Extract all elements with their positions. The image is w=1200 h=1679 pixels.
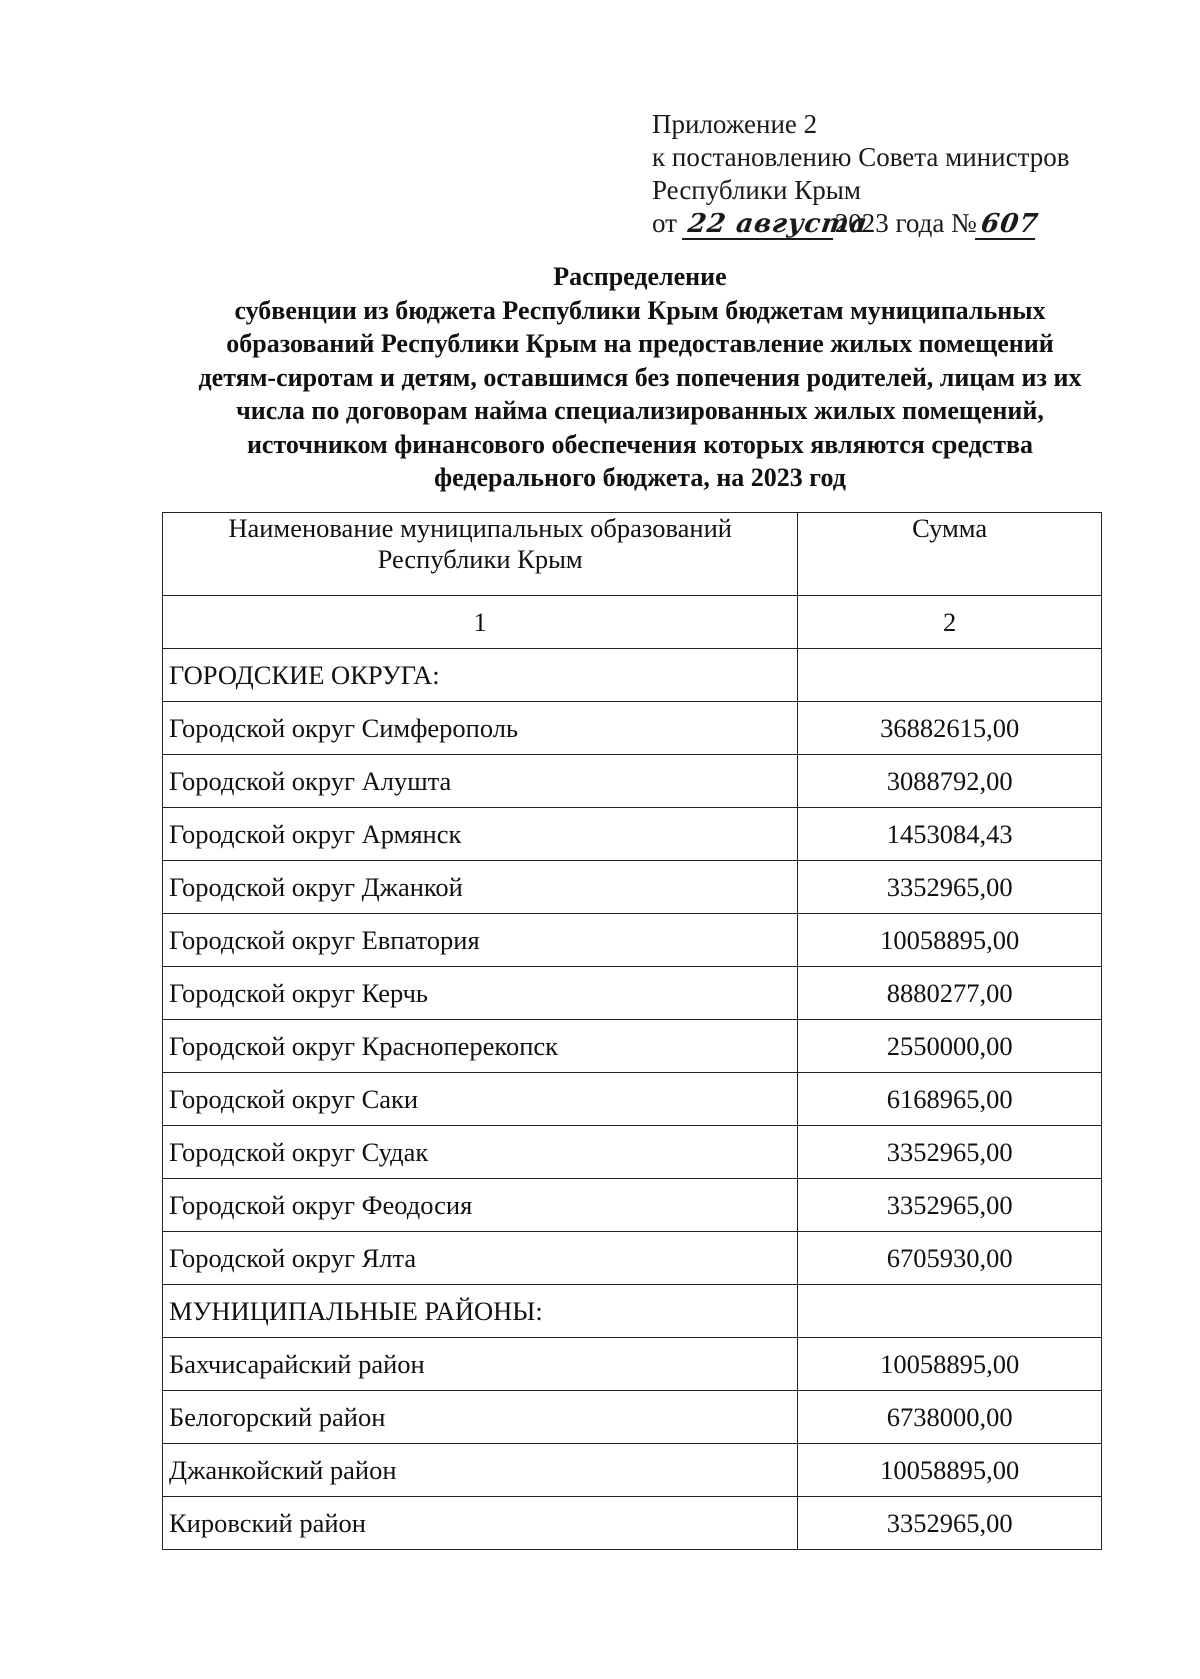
appendix-republic: Республики Крым [652,175,861,205]
row-name: Городской округ Евпатория [163,914,798,967]
table-row [163,1497,1102,1550]
distribution-table [162,512,1102,1550]
row-name: Городской округ Армянск [163,808,798,861]
row-amount: 6738000,00 [798,1391,1102,1444]
column-number-row [163,596,1102,649]
row-amount: 10058895,00 [798,1338,1102,1391]
row-amount: 3352965,00 [798,1497,1102,1550]
header-name: Наименование муниципальных образований Республики Крым [163,513,798,596]
row-name: Городской округ Саки [163,1073,798,1126]
row-name: Городской округ Симферополь [163,702,798,755]
column-number: 2 [798,596,1102,649]
title-line: федерального бюджета, на 2023 год [434,463,846,492]
row-name: Бахчисарайский район [163,1338,798,1391]
row-amount: 10058895,00 [798,914,1102,967]
handwritten-number: 607 [975,210,1039,240]
row-amount: 6168965,00 [798,1073,1102,1126]
title-line: детям-сиротам и детям, оставшимся без попечения родителей, лицам из их [198,362,1082,392]
row-name: Городской округ Судак [163,1126,798,1179]
row-name: Джанкойский район [163,1444,798,1497]
row-name: Городской округ Красноперекопск [163,1020,798,1073]
table-row [163,702,1102,755]
row-amount: 8880277,00 [798,967,1102,1020]
row-amount: 1453084,43 [798,808,1102,861]
row-amount: 3352965,00 [798,1126,1102,1179]
table-row [163,967,1102,1020]
handwritten-date: 22 августа [682,210,837,240]
header-amount: Сумма [798,513,1102,596]
row-amount: 10058895,00 [798,1444,1102,1497]
table-row [163,755,1102,808]
table-row [163,1338,1102,1391]
section-row [163,649,1102,702]
title-line: субвенции из бюджета Республики Крым бюджетам муниципальных [234,295,1046,325]
table-row [163,1073,1102,1126]
table-header-row [163,513,1102,596]
row-name: Городской округ Ялта [163,1232,798,1285]
row-amount: 3352965,00 [798,861,1102,914]
row-amount: 6705930,00 [798,1232,1102,1285]
row-amount: 3352965,00 [798,1179,1102,1232]
appendix-number: Приложение 2 [652,109,818,139]
row-name: Белогорский район [163,1391,798,1444]
table-row [163,1179,1102,1232]
appendix-date-line [652,207,1069,240]
table-row [163,1020,1102,1073]
table-row [163,1232,1102,1285]
appendix-block [652,108,1069,240]
row-amount: 36882615,00 [798,702,1102,755]
title-heading: Распределение [553,262,727,291]
section-row [163,1285,1102,1338]
date-prefix: от [652,208,677,238]
table-row [163,1391,1102,1444]
table-row [163,1444,1102,1497]
title-line: числа по договорам найма специализированных жилых помещений, [236,396,1044,425]
row-amount: 2550000,00 [798,1020,1102,1073]
column-number: 1 [163,596,798,649]
appendix-resolution-ref: к постановлению Совета министров [652,142,1070,172]
date-suffix: 2023 года № [834,208,977,238]
row-name: МУНИЦИПАЛЬНЫЕ РАЙОНЫ: [163,1285,798,1338]
row-amount [798,1285,1102,1338]
table-row [163,861,1102,914]
row-name: Городской округ Алушта [163,755,798,808]
row-name: Городской округ Феодосия [163,1179,798,1232]
table-row [163,808,1102,861]
table-row [163,914,1102,967]
row-amount: 3088792,00 [798,755,1102,808]
row-name: Кировский район [163,1497,798,1550]
title-line: источником финансового обеспечения которых являются средства [246,429,1034,459]
row-amount [798,649,1102,702]
title-line: образований Республики Крым на предоставление жилых помещений [226,329,1054,358]
row-name: ГОРОДСКИЕ ОКРУГА: [163,649,798,702]
table-row [163,1126,1102,1179]
row-name: Городской округ Джанкой [163,861,798,914]
row-name: Городской округ Керчь [163,967,798,1020]
document-title [150,260,1130,495]
